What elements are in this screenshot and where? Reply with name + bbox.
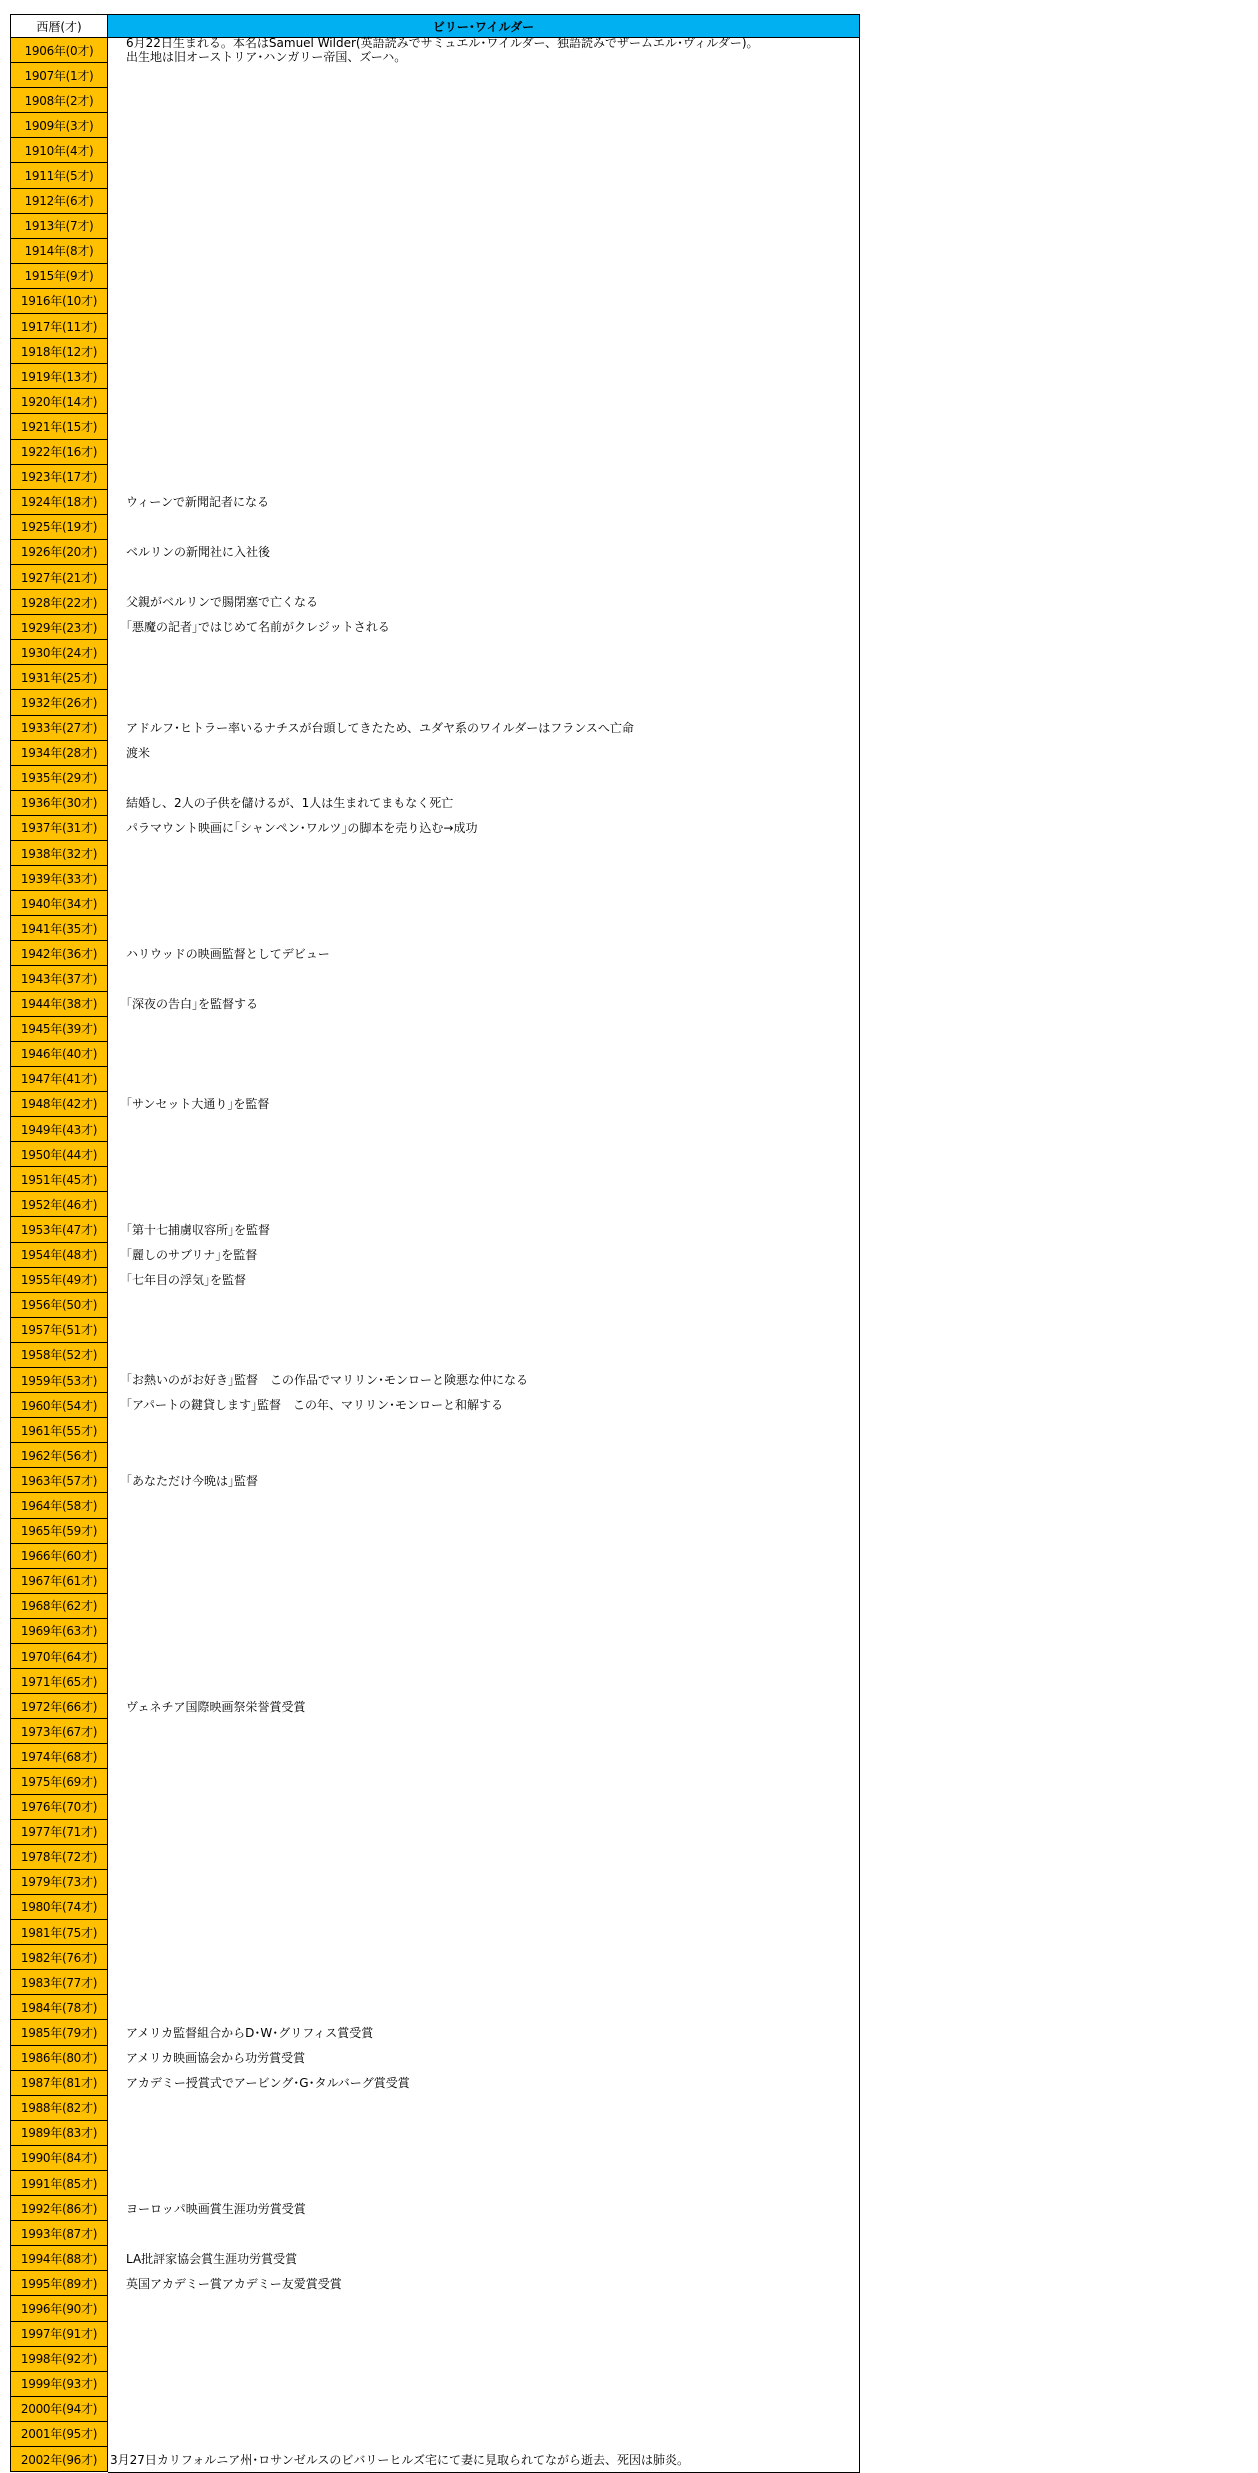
- year-cell[interactable]: 1921年(15才): [10, 414, 108, 439]
- timeline-sheet: [10, 14, 860, 2473]
- event-text: [126, 2252, 297, 2266]
- event-text: [126, 2076, 410, 2090]
- year-cell[interactable]: 1916年(10才): [10, 289, 108, 314]
- event-text: [126, 545, 270, 559]
- year-cell[interactable]: 1934年(28才): [10, 741, 108, 766]
- year-cell[interactable]: 1942年(36才): [10, 941, 108, 966]
- year-cell[interactable]: 1927年(21才): [10, 565, 108, 590]
- event-line: 結婚し、2人の子供を儲けるが、1人は生まれてまもなく死亡: [126, 796, 454, 810]
- year-cell[interactable]: 1984年(78才): [10, 1995, 108, 2020]
- event-text: [126, 2277, 342, 2291]
- year-cell[interactable]: 1986年(80才): [10, 2046, 108, 2071]
- year-cell[interactable]: 1996年(90才): [10, 2296, 108, 2321]
- event-line: ｢深夜の告白｣を監督する: [126, 996, 259, 1011]
- year-cell[interactable]: 1907年(1才): [10, 63, 108, 88]
- year-cell[interactable]: 1954年(48才): [10, 1243, 108, 1268]
- event-text: [126, 796, 453, 810]
- header-row: [10, 14, 860, 38]
- year-cell[interactable]: 1937年(31才): [10, 816, 108, 841]
- year-cell[interactable]: 1919年(13才): [10, 364, 108, 389]
- year-cell[interactable]: 1968年(62才): [10, 1594, 108, 1619]
- year-cell[interactable]: 1970年(64才): [10, 1644, 108, 1669]
- year-cell[interactable]: 1983年(77才): [10, 1970, 108, 1995]
- year-cell[interactable]: 1990年(84才): [10, 2146, 108, 2171]
- year-cell[interactable]: 1997年(91才): [10, 2322, 108, 2347]
- event-line: ｢サンセット大通り｣を監督: [126, 1097, 270, 1112]
- event-line: 英国アカデミー賞アカデミー友愛賞受賞: [126, 2276, 342, 2291]
- year-cell[interactable]: 1982年(76才): [10, 1945, 108, 1970]
- year-column: [10, 38, 108, 2473]
- year-cell[interactable]: 1969年(63才): [10, 1619, 108, 1644]
- year-cell[interactable]: 1972年(66才): [10, 1694, 108, 1719]
- event-column[interactable]: [108, 38, 860, 2473]
- year-cell[interactable]: 1911年(5才): [10, 163, 108, 188]
- event-line: ハリウッドの映画監督としてデビュー: [126, 946, 330, 961]
- year-cell[interactable]: 1912年(6才): [10, 189, 108, 214]
- event-line: 渡米: [126, 745, 151, 760]
- year-cell[interactable]: 1941年(35才): [10, 916, 108, 941]
- year-cell[interactable]: 1947年(41才): [10, 1067, 108, 1092]
- year-cell[interactable]: 1999年(93才): [10, 2372, 108, 2397]
- year-cell[interactable]: 1909年(3才): [10, 113, 108, 138]
- event-line: LA批評家協会賞生涯功労賞受賞: [126, 2251, 298, 2266]
- year-cell[interactable]: 1956年(50才): [10, 1293, 108, 1318]
- year-cell[interactable]: 1955年(49才): [10, 1268, 108, 1293]
- year-cell[interactable]: 1985年(79才): [10, 2020, 108, 2045]
- year-cell[interactable]: 1945年(39才): [10, 1017, 108, 1042]
- event-text: [110, 2453, 689, 2467]
- year-cell[interactable]: 1952年(46才): [10, 1192, 108, 1217]
- year-cell[interactable]: 1920年(14才): [10, 389, 108, 414]
- year-cell[interactable]: 1966年(60才): [10, 1544, 108, 1569]
- year-cell[interactable]: 1906年(0才): [10, 38, 108, 63]
- event-line: ヴェネチア国際映画祭栄誉賞受賞: [126, 1699, 306, 1714]
- event-line: 出生地は旧オーストリア･ハンガリー帝国、ズーハ。: [126, 50, 407, 64]
- event-text: [126, 1273, 246, 1287]
- year-cell[interactable]: 1929年(23才): [10, 615, 108, 640]
- year-cell[interactable]: 1974年(68才): [10, 1744, 108, 1769]
- year-cell[interactable]: 1930年(24才): [10, 640, 108, 665]
- event-text: [126, 746, 150, 760]
- event-text: [126, 36, 759, 64]
- year-cell[interactable]: 1980年(74才): [10, 1895, 108, 1920]
- year-cell[interactable]: 1971年(65才): [10, 1669, 108, 1694]
- event-text: [126, 1398, 503, 1412]
- year-cell[interactable]: 1993年(87才): [10, 2221, 108, 2246]
- year-cell[interactable]: 1917年(11才): [10, 314, 108, 339]
- event-line: ｢麗しのサブリナ｣を監督: [126, 1247, 258, 1262]
- year-cell[interactable]: 1977年(71才): [10, 1820, 108, 1845]
- event-text: [126, 947, 330, 961]
- event-line: アカデミー授賞式でアービング･G･タルバーグ賞受賞: [126, 2076, 410, 2091]
- event-text: [126, 1373, 528, 1387]
- event-line: ｢悪魔の記者｣ではじめて名前がクレジットされる: [126, 620, 390, 635]
- year-cell[interactable]: 1922年(16才): [10, 440, 108, 465]
- year-cell[interactable]: 1938年(32才): [10, 841, 108, 866]
- year-cell[interactable]: 1932年(26才): [10, 690, 108, 715]
- event-text: [126, 2051, 305, 2065]
- year-cell[interactable]: 1995年(89才): [10, 2271, 108, 2296]
- year-cell[interactable]: 1936年(30才): [10, 791, 108, 816]
- year-cell[interactable]: 1915年(9才): [10, 264, 108, 289]
- year-cell[interactable]: 1910年(4才): [10, 138, 108, 163]
- timeline-body: [10, 38, 860, 2473]
- year-cell[interactable]: 1973年(67才): [10, 1719, 108, 1744]
- event-line: 3月27日カリフォルニア州･ロサンゼルスのビバリーヒルズ宅にて妻に見取られてながら逝去、死因は肺炎。: [110, 2452, 689, 2467]
- year-cell[interactable]: 1998年(92才): [10, 2347, 108, 2372]
- year-cell[interactable]: 1939年(33才): [10, 866, 108, 891]
- year-cell[interactable]: 1923年(17才): [10, 465, 108, 490]
- event-text: [126, 721, 634, 735]
- event-line: ウィーンで新聞記者になる: [126, 494, 270, 509]
- event-text: [126, 1248, 257, 1262]
- year-cell[interactable]: 1960年(54才): [10, 1393, 108, 1418]
- event-line: 父親がベルリンで腸閉塞で亡くなる: [126, 595, 319, 610]
- year-cell[interactable]: 1964年(58才): [10, 1493, 108, 1518]
- event-line: ｢お熱いのがお好き｣監督 この作品でマリリン･モンローと険悪な仲になる: [126, 1373, 529, 1388]
- event-text: [126, 997, 258, 1011]
- event-text: [126, 2026, 373, 2040]
- event-text: [126, 595, 318, 609]
- year-cell[interactable]: 1959年(53才): [10, 1368, 108, 1393]
- year-cell[interactable]: 1962年(56才): [10, 1443, 108, 1468]
- event-text: [126, 1097, 269, 1111]
- event-line: パラマウント映画に｢シャンペン･ワルツ｣の脚本を売り込む→成功: [126, 821, 478, 836]
- event-line: ｢あなただけ今晩は｣監督: [126, 1473, 259, 1488]
- year-cell[interactable]: 1976年(70才): [10, 1795, 108, 1820]
- year-cell[interactable]: 1935年(29才): [10, 766, 108, 791]
- year-cell[interactable]: 1958年(52才): [10, 1343, 108, 1368]
- year-cell[interactable]: 1926年(20才): [10, 540, 108, 565]
- year-cell[interactable]: 1978年(72才): [10, 1845, 108, 1870]
- year-cell[interactable]: 1957年(51才): [10, 1318, 108, 1343]
- year-cell[interactable]: 1989年(83才): [10, 2121, 108, 2146]
- event-text: [126, 2202, 306, 2216]
- year-cell[interactable]: 1991年(85才): [10, 2171, 108, 2196]
- year-cell[interactable]: 1914年(8才): [10, 239, 108, 264]
- year-cell[interactable]: 1988年(82才): [10, 2096, 108, 2121]
- event-text: [126, 620, 390, 634]
- year-cell[interactable]: 2002年(96才): [10, 2447, 108, 2472]
- year-cell[interactable]: 1994年(88才): [10, 2246, 108, 2271]
- year-cell[interactable]: 1924年(18才): [10, 490, 108, 515]
- event-line: ベルリンの新聞社に入社後: [126, 545, 271, 559]
- year-cell[interactable]: 2001年(95才): [10, 2422, 108, 2447]
- year-cell[interactable]: 1940年(34才): [10, 891, 108, 916]
- year-cell[interactable]: 1933年(27才): [10, 716, 108, 741]
- event-text: [126, 1700, 306, 1714]
- year-cell[interactable]: 1948年(42才): [10, 1092, 108, 1117]
- year-cell[interactable]: 1981年(75才): [10, 1920, 108, 1945]
- event-line: 6月22日生まれる。本名はSamuel Wilder(英語読みでサミュエル･ワイルダー、独語読みでザームエル･ヴィルダー)。: [126, 36, 759, 50]
- event-line: ｢アパートの鍵貸します｣監督 この年、マリリン･モンローと和解する: [126, 1398, 504, 1413]
- event-text: [126, 821, 477, 835]
- year-cell[interactable]: 1908年(2才): [10, 88, 108, 113]
- event-line: ヨーロッパ映画賞生涯功労賞受賞: [126, 2201, 306, 2216]
- year-cell[interactable]: 1987年(81才): [10, 2071, 108, 2096]
- year-cell[interactable]: 1928年(22才): [10, 590, 108, 615]
- year-cell[interactable]: 1943年(37才): [10, 966, 108, 991]
- year-cell[interactable]: 1918年(12才): [10, 339, 108, 364]
- year-cell[interactable]: 1913年(7才): [10, 214, 108, 239]
- year-cell[interactable]: 1979年(73才): [10, 1870, 108, 1895]
- year-cell[interactable]: 1961年(55才): [10, 1418, 108, 1443]
- year-cell[interactable]: 1951年(45才): [10, 1167, 108, 1192]
- year-cell[interactable]: 1975年(69才): [10, 1769, 108, 1794]
- event-line: ｢第十七捕虜収容所｣を監督: [126, 1222, 271, 1237]
- year-cell[interactable]: 1949年(43才): [10, 1117, 108, 1142]
- year-cell[interactable]: 1931年(25才): [10, 665, 108, 690]
- year-cell[interactable]: 1953年(47才): [10, 1217, 108, 1242]
- year-column-header[interactable]: 西暦(才): [10, 14, 108, 38]
- event-text: [126, 495, 269, 509]
- event-text: [126, 1474, 258, 1488]
- event-text: [126, 1223, 270, 1237]
- year-cell[interactable]: 1925年(19才): [10, 515, 108, 540]
- year-cell[interactable]: 1944年(38才): [10, 992, 108, 1017]
- event-line: アメリカ映画協会から功労賞受賞: [126, 2051, 306, 2065]
- year-cell[interactable]: 1950年(44才): [10, 1142, 108, 1167]
- year-cell[interactable]: 1965年(59才): [10, 1519, 108, 1544]
- event-line: アメリカ監督組合からD･W･グリフィス賞受賞: [126, 2025, 374, 2040]
- year-cell[interactable]: 1946年(40才): [10, 1042, 108, 1067]
- event-line: ｢七年目の浮気｣を監督: [126, 1272, 247, 1287]
- event-line: アドルフ･ヒトラー率いるナチスが台頭してきたため、ユダヤ系のワイルダーはフランスへ亡命: [126, 720, 634, 735]
- year-cell[interactable]: 1992年(86才): [10, 2196, 108, 2221]
- year-cell[interactable]: 1963年(57才): [10, 1468, 108, 1493]
- name-column-header[interactable]: ビリー･ワイルダー: [108, 14, 860, 38]
- year-cell[interactable]: 1967年(61才): [10, 1569, 108, 1594]
- year-cell[interactable]: 2000年(94才): [10, 2397, 108, 2422]
